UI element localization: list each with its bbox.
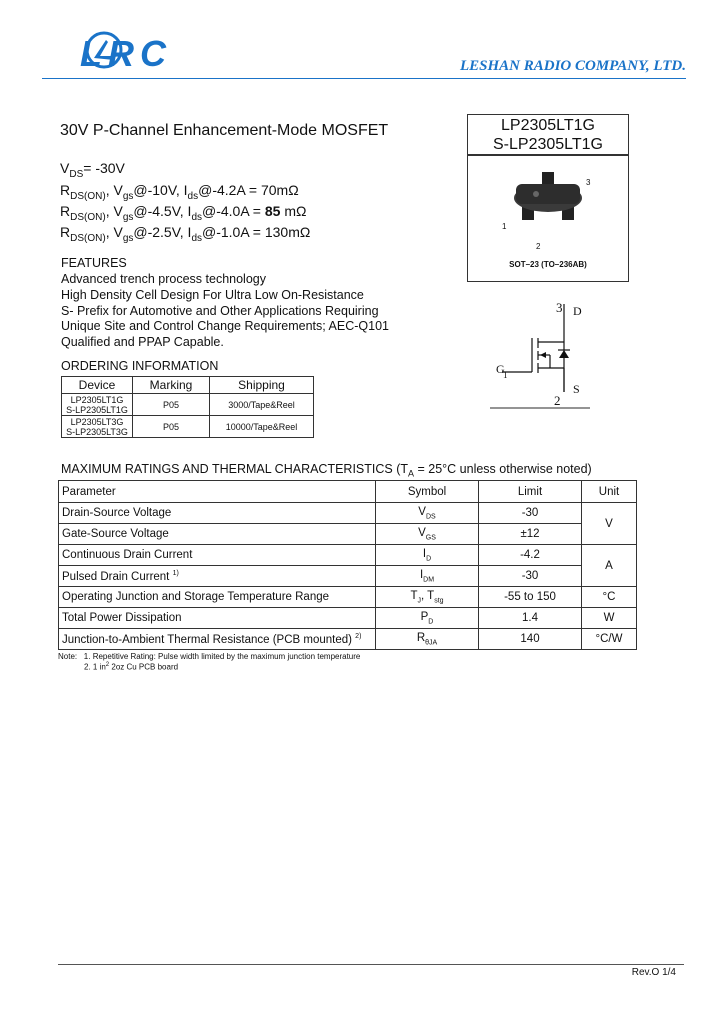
device-cell: LP2305LT1G bbox=[70, 394, 124, 405]
schematic-pin3: 3 bbox=[556, 300, 563, 315]
table-row bbox=[59, 503, 637, 524]
ratings-header: Unit bbox=[582, 481, 637, 503]
limit-cell: ±12 bbox=[479, 524, 582, 545]
ordering-header: Marking bbox=[133, 377, 210, 394]
unit-cell: V bbox=[582, 503, 637, 545]
company-name: LESHAN RADIO COMPANY, LTD. bbox=[459, 58, 686, 74]
ratings-header: Limit bbox=[479, 481, 582, 503]
limit-cell: -55 to 150 bbox=[479, 587, 582, 608]
unit-cell: °C/W bbox=[582, 629, 637, 650]
mosfet-schematic-icon bbox=[480, 298, 600, 410]
symbol-cell: $V_{DS}$ bbox=[376, 503, 479, 524]
ordering-table bbox=[61, 376, 314, 438]
unit-cell: °C bbox=[582, 587, 637, 608]
param-cell: Junction-to-Ambient Thermal Resistance (PCB mounted) $^{2)}$ bbox=[59, 629, 376, 650]
table-row bbox=[62, 416, 314, 438]
device-cell: LP2305LT3G bbox=[70, 416, 124, 427]
table-row bbox=[59, 566, 637, 587]
schematic-pin1: 1 bbox=[503, 370, 508, 380]
note-1: 1. Repetitive Rating: Pulse width limited by the maximum junction temperature bbox=[83, 652, 361, 661]
ordering-heading: ORDERING INFORMATION bbox=[61, 359, 219, 373]
symbol-cell: $I_{DM}$ bbox=[376, 566, 479, 587]
symbol-cell: $R_{\theta JA}$ bbox=[376, 629, 479, 650]
features-heading: FEATURES bbox=[61, 256, 127, 270]
param-cell: Total Power Dissipation bbox=[59, 608, 376, 629]
table-row bbox=[59, 608, 637, 629]
header-divider bbox=[42, 78, 686, 79]
pkg-pin-3: 3 bbox=[586, 178, 591, 187]
feature-item: S- Prefix for Automotive and Other Applications Requiring bbox=[61, 304, 379, 318]
pkg-pin-2: 2 bbox=[536, 242, 541, 251]
param-cell: Pulsed Drain Current $^{1)}$ bbox=[59, 566, 376, 587]
param-cell: Operating Junction and Storage Temperature Range bbox=[59, 587, 376, 608]
package-box bbox=[467, 155, 629, 282]
table-row bbox=[59, 629, 637, 650]
logo-text: LRC bbox=[80, 33, 172, 74]
marking-cell: P05 bbox=[133, 394, 210, 416]
notes bbox=[58, 652, 360, 672]
page-title: 30V P-Channel Enhancement-Mode MOSFET bbox=[60, 122, 389, 139]
param-cell: Drain-Source Voltage bbox=[59, 503, 376, 524]
spec-vds: $V_{DS}= -30V$ bbox=[60, 160, 125, 180]
spec-rds-10v: $R_{DS(ON)}$, $V_{gs}@-10V$, $I_{ds}@-4.2A = 70m\Omega$ bbox=[60, 182, 299, 202]
schematic-source-label: S bbox=[573, 382, 580, 396]
schematic-gate-label: G bbox=[496, 362, 505, 376]
limit-cell: -30 bbox=[479, 503, 582, 524]
pkg-pin-1: 1 bbox=[502, 222, 507, 231]
part-number-box bbox=[467, 114, 629, 155]
table-row bbox=[59, 545, 637, 566]
limit-cell: 1.4 bbox=[479, 608, 582, 629]
package-label: SOT–23 (TO–236AB) bbox=[509, 260, 587, 269]
schematic-pin2: 2 bbox=[554, 393, 561, 408]
schematic-drain-label: D bbox=[573, 304, 582, 318]
param-cell: Continuous Drain Current bbox=[59, 545, 376, 566]
feature-item: Qualified and PPAP Capable. bbox=[61, 335, 224, 349]
symbol-cell: $I_D$ bbox=[376, 545, 479, 566]
revision-label: Rev.O 1/4 bbox=[631, 967, 676, 978]
unit-cell: W bbox=[582, 608, 637, 629]
footer-divider bbox=[58, 964, 684, 965]
spec-rds-2v5: $R_{DS(ON)}$, $V_{gs}@-2.5V$, $I_{ds}@-1.0A = 130m\Omega$ bbox=[60, 224, 311, 244]
param-cell: Gate-Source Voltage bbox=[59, 524, 376, 545]
notes-label: Note: bbox=[58, 652, 78, 661]
limit-cell: 140 bbox=[479, 629, 582, 650]
sot23-package-icon bbox=[468, 156, 628, 256]
ratings-header: Symbol bbox=[376, 481, 479, 503]
table-row bbox=[59, 587, 637, 608]
limit-cell: -4.2 bbox=[479, 545, 582, 566]
ordering-header: Shipping bbox=[210, 377, 314, 394]
symbol-cell: $T_J$, $T_{stg}$ bbox=[376, 587, 479, 608]
table-row bbox=[62, 394, 314, 416]
table-row bbox=[59, 524, 637, 545]
ratings-header: Parameter bbox=[59, 481, 376, 503]
ordering-header: Device bbox=[62, 377, 133, 394]
device-cell: S-LP2305LT1G bbox=[66, 404, 128, 415]
feature-item: Advanced trench process technology bbox=[61, 272, 266, 286]
ratings-heading: MAXIMUM RATINGS AND THERMAL CHARACTERISTICS ($T_A = 25^\circ C$ unless otherwise noted) bbox=[61, 462, 592, 479]
part-number-2: S-LP2305LT1G bbox=[493, 136, 603, 153]
shipping-cell: 10000/Tape&Reel bbox=[210, 416, 314, 438]
ratings-table bbox=[58, 480, 637, 650]
device-cell: S-LP2305LT3G bbox=[66, 426, 128, 437]
marking-cell: P05 bbox=[133, 416, 210, 438]
feature-item: High Density Cell Design For Ultra Low On-Resistance bbox=[61, 288, 364, 302]
part-number-1: LP2305LT1G bbox=[501, 117, 595, 134]
symbol-cell: $V_{GS}$ bbox=[376, 524, 479, 545]
limit-cell: -30 bbox=[479, 566, 582, 587]
feature-item: Unique Site and Control Change Requirements; AEC-Q101 bbox=[61, 319, 389, 333]
shipping-cell: 3000/Tape&Reel bbox=[210, 394, 314, 416]
unit-cell: A bbox=[582, 545, 637, 587]
symbol-cell: $P_D$ bbox=[376, 608, 479, 629]
note-2: 2. 1 $in^2$ 2oz Cu PCB board bbox=[84, 662, 179, 672]
spec-rds-4v5: $R_{DS(ON)}$, $V_{gs}@-4.5V$, $I_{ds}@-4.0A = 85$ mΩ bbox=[60, 203, 307, 223]
